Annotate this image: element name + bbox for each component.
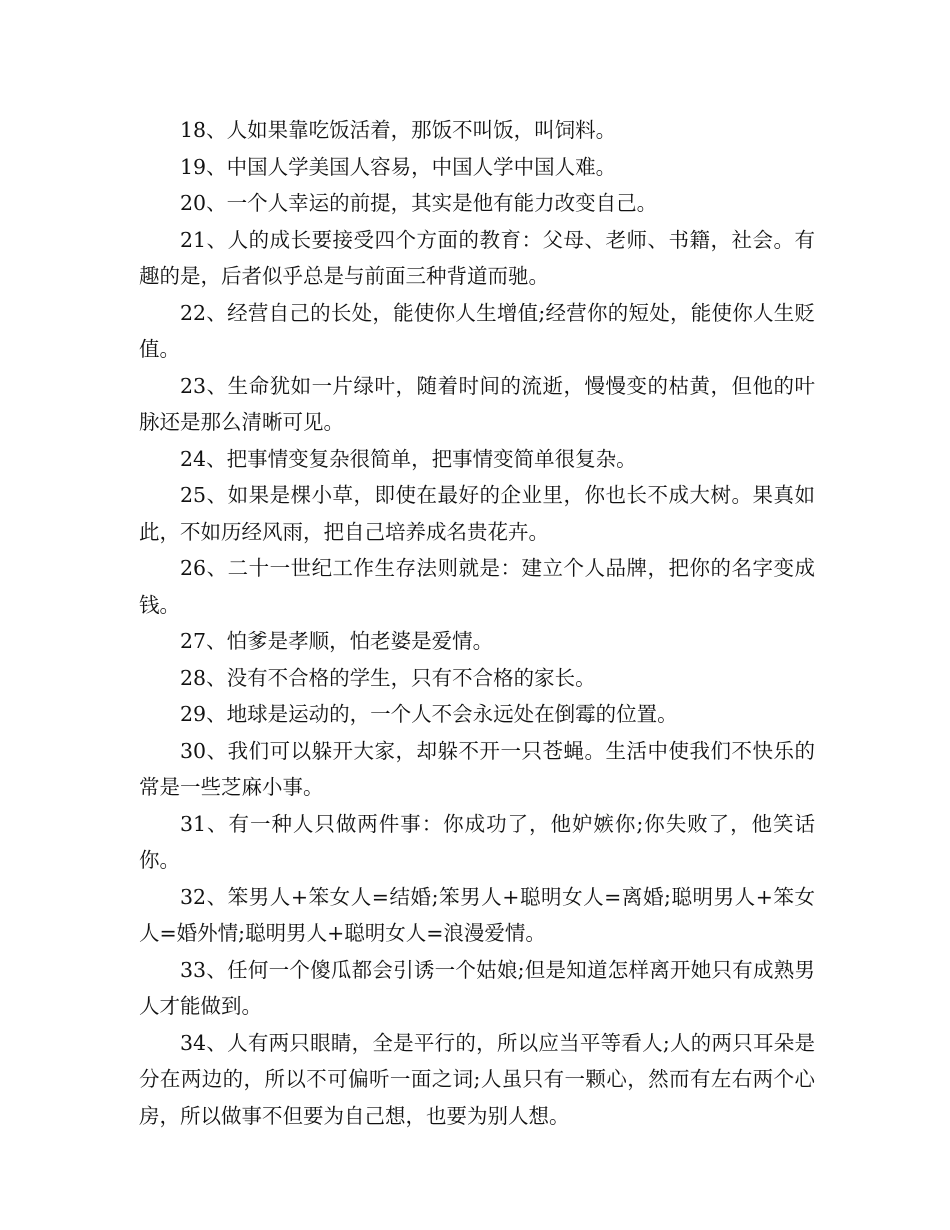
- paragraph-28: 28、没有不合格的学生，只有不合格的家长。: [180, 665, 596, 690]
- paragraph-25: 25、如果是棵小草，即使在最好的企业里，你也长不成大树。果真如此，不如历经风雨，把自己培养成名贵花卉。: [139, 483, 815, 544]
- paragraph-24: 24、把事情变复杂很简单，把事情变简单很复杂。: [180, 446, 637, 471]
- paragraph-22: 22、经营自己的长处，能使你人生增值;经营你的短处，能使你人生贬值。: [139, 300, 815, 361]
- paragraph-21: 21、人的成长要接受四个方面的教育：父母、老师、书籍，社会。有趣的是，后者似乎总是与前面三种背道而驰。: [139, 227, 815, 288]
- paragraph-19: 19、中国人学美国人容易，中国人学中国人难。: [180, 154, 617, 179]
- paragraph-29: 29、地球是运动的，一个人不会永远处在倒霉的位置。: [180, 702, 678, 726]
- paragraph-31: 31、有一种人只做两件事：你成功了，他妒嫉你;你失败了，他笑话你。: [139, 811, 815, 872]
- paragraph-34: 34、人有两只眼睛，全是平行的，所以应当平等看人;人的两只耳朵是分在两边的，所以不可偏听一面之词;人虽只有一颗心，然而有左右两个心房，所以做事不但要为自己想，也要为别人想。: [139, 1030, 815, 1128]
- paragraph-30: 30、我们可以躲开大家，却躲不开一只苍蝇。生活中使我们不快乐的常是一些芝麻小事。: [139, 738, 815, 799]
- document-body: [139, 112, 815, 1134]
- paragraph-23: 23、生命犹如一片绿叶，随着时间的流逝，慢慢变的枯黄，但他的叶脉还是那么清晰可见。: [139, 373, 815, 434]
- paragraph-33: 33、任何一个傻瓜都会引诱一个姑娘;但是知道怎样离开她只有成熟男人才能做到。: [139, 957, 815, 1018]
- paragraph-18: 18、人如果靠吃饭活着，那饭不叫饭，叫饲料。: [180, 118, 617, 142]
- paragraph-27: 27、怕爹是孝顺，怕老婆是爱情。: [180, 629, 494, 653]
- paragraph-26: 26、二十一世纪工作生存法则就是：建立个人品牌，把你的名字变成钱。: [139, 556, 815, 617]
- paragraph-32: 32、笨男人+笨女人=结婚;笨男人+聪明女人=离婚;聪明男人+笨女人=婚外情;聪明男人+聪明女人=浪漫爱情。: [139, 884, 815, 945]
- paragraph-20: 20、一个人幸运的前提，其实是他有能力改变自己。: [180, 191, 658, 215]
